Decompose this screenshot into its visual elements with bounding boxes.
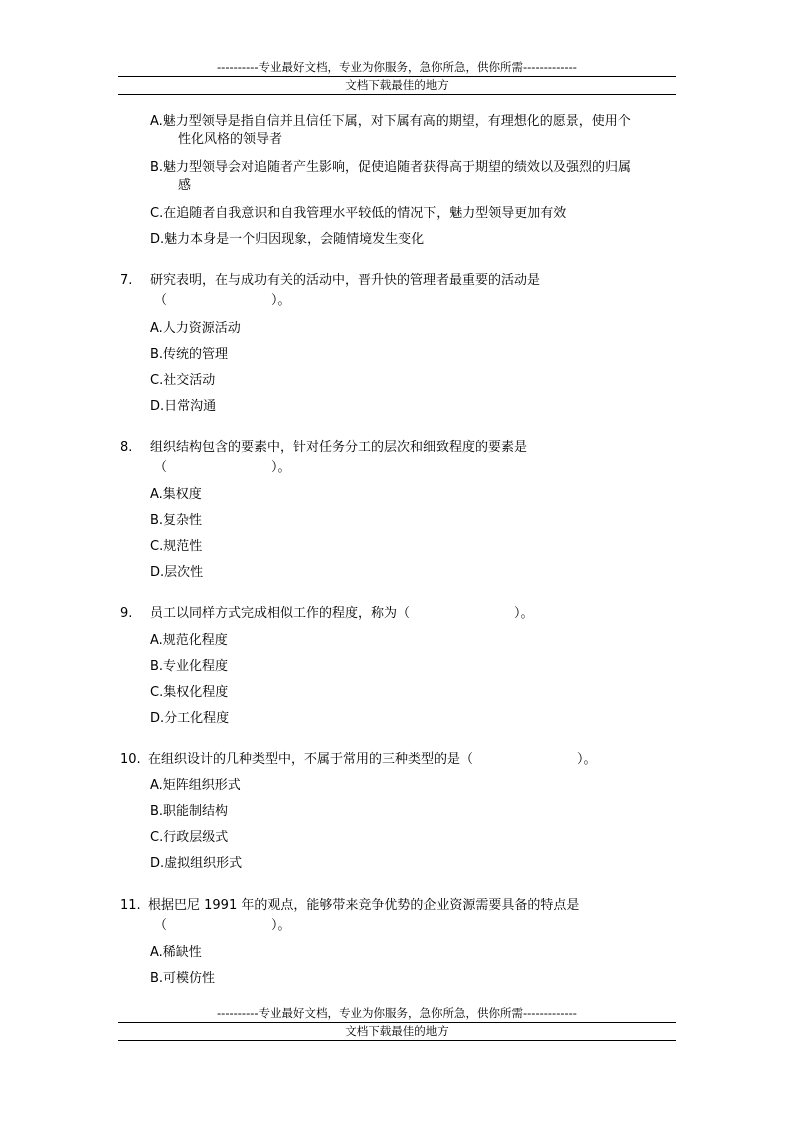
option-prev-b	[150, 159, 675, 195]
option-11-b: B.可模仿性	[150, 971, 216, 986]
option-7-d: D.日常沟通	[150, 399, 217, 414]
page-header	[118, 60, 676, 95]
option-8-d: D.层次性	[150, 565, 204, 580]
option-7-b: B.传统的管理	[150, 347, 229, 362]
option-11-a: A.稀缺性	[150, 945, 202, 960]
option-text: B.魅力型领导会对追随者产生影响，促使追随者获得高于期望的绩效以及强烈的归属	[150, 160, 632, 175]
question-text: 在组织设计的几种类型中，不属于常用的三种类型的是（ ）。	[148, 752, 597, 767]
option-9-c: C.集权化程度	[150, 685, 229, 700]
question-number: 10.	[120, 752, 141, 767]
question-number: 9.	[120, 606, 133, 621]
answer-blank: （ ）。	[154, 293, 291, 308]
header-slogan: ----------专业最好文档，专业为你服务，急你所急，供你所需-------------	[217, 60, 577, 74]
option-9-b: B.专业化程度	[150, 659, 229, 674]
option-7-c: C.社交活动	[150, 373, 216, 388]
option-9-a: A.规范化程度	[150, 633, 228, 648]
question-text: 研究表明，在与成功有关的活动中，晋升快的管理者最重要的活动是	[150, 273, 541, 288]
option-text-continued: 性化风格的领导者	[178, 132, 283, 147]
question-number: 11.	[120, 898, 141, 913]
option-8-b: B.复杂性	[150, 513, 203, 528]
option-10-d: D.虚拟组织形式	[150, 856, 243, 871]
question-text: 根据巴尼 1991 年的观点，能够带来竞争优势的企业资源需要具备的特点是	[148, 898, 580, 913]
page-footer	[118, 1006, 676, 1041]
footer-rule-bottom	[118, 1040, 676, 1041]
question-text: 员工以同样方式完成相似工作的程度，称为（ ）。	[150, 606, 534, 621]
answer-blank: （ ）。	[154, 460, 291, 475]
option-10-a: A.矩阵组织形式	[150, 778, 241, 793]
option-10-b: B.职能制结构	[150, 804, 229, 819]
option-9-d: D.分工化程度	[150, 711, 230, 726]
footer-slogan: ----------专业最好文档，专业为你服务，急你所急，供你所需-------------	[217, 1006, 577, 1020]
answer-blank: （ ）。	[154, 918, 291, 933]
question-number: 8.	[120, 440, 133, 455]
option-prev-a	[150, 113, 675, 149]
option-prev-d: D.魅力本身是一个归因现象，会随情境发生变化	[150, 232, 425, 247]
option-8-a: A.集权度	[150, 487, 202, 502]
option-prev-c: C.在追随者自我意识和自我管理水平较低的情况下，魅力型领导更加有效	[150, 206, 567, 221]
header-subtitle: 文档下载最佳的地方	[345, 78, 449, 92]
option-7-a: A.人力资源活动	[150, 321, 241, 336]
option-text-continued: 感	[178, 178, 192, 193]
footer-subtitle: 文档下载最佳的地方	[345, 1024, 449, 1038]
option-text: A.魅力型领导是指自信并且信任下属，对下属有高的期望，有理想化的愿景，使用个	[150, 114, 631, 129]
header-rule-bottom	[118, 94, 676, 95]
option-10-c: C.行政层级式	[150, 830, 229, 845]
question-number: 7.	[120, 273, 133, 288]
option-8-c: C.规范性	[150, 539, 203, 554]
question-text: 组织结构包含的要素中，针对任务分工的层次和细致程度的要素是	[150, 440, 528, 455]
